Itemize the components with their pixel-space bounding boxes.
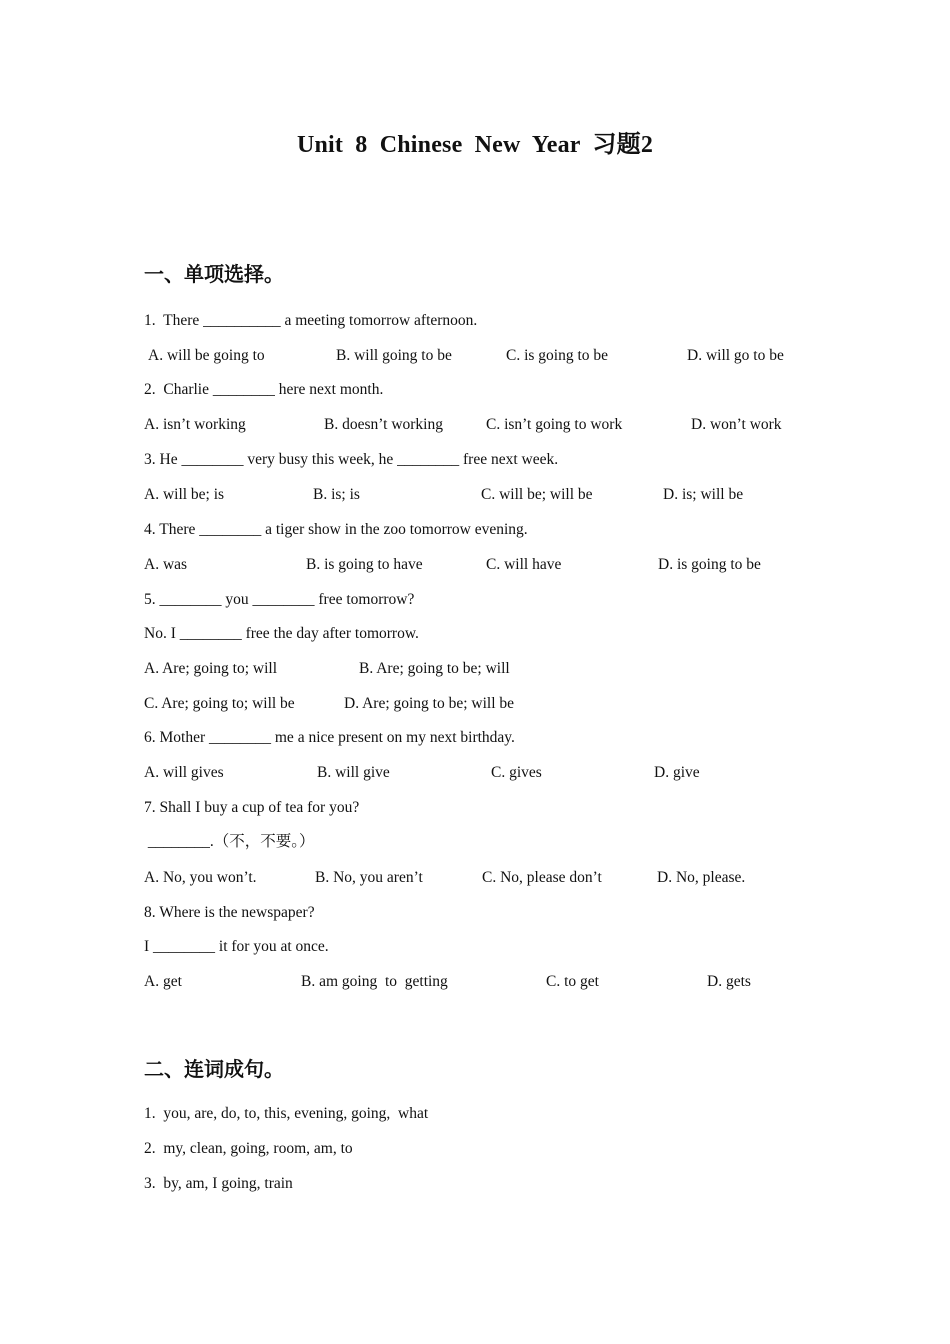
question-7-stem-response: ________.（不，不要。） — [144, 833, 315, 850]
question-7-option-b: B. No, you aren’t — [315, 869, 423, 886]
question-6-option-c: C. gives — [491, 764, 542, 781]
question-1-option-d: D. will go to be — [687, 347, 784, 364]
question-6-stem: 6. Mother ________ me a nice present on my next birthday. — [144, 729, 515, 746]
question-2-stem: 2. Charlie ________ here next month. — [144, 381, 384, 398]
question-2-option-a: A. isn’t working — [144, 416, 246, 433]
question-4-option-a: A. was — [144, 556, 188, 573]
question-2-option-d: D. won’t work — [691, 416, 782, 433]
question-3-option-a: A. will be; is — [144, 486, 225, 503]
sentence-item-1: 1. you, are, do, to, this, evening, going, what — [144, 1105, 429, 1122]
question-6-option-a: A. will gives — [144, 764, 224, 781]
document-title: Unit 8 Chinese New Year 习题2 — [296, 132, 654, 158]
question-7-option-a: A. No, you won’t. — [144, 869, 257, 886]
question-4-option-d: D. is going to be — [658, 556, 761, 573]
question-5-option-c: C. Are; going to; will be — [144, 695, 295, 712]
question-2-option-c: C. isn’t going to work — [486, 416, 623, 433]
question-3-stem: 3. He ________ very busy this week, he ________ free next week. — [144, 451, 559, 468]
question-4-option-b: B. is going to have — [306, 556, 423, 573]
question-8-stem: 8. Where is the newspaper? — [144, 904, 315, 921]
question-8-option-d: D. gets — [707, 973, 751, 990]
question-8-option-b: B. am going to getting — [301, 973, 448, 990]
question-1-option-c: C. is going to be — [506, 347, 609, 364]
question-1-option-a: A. will be going to — [148, 347, 265, 364]
question-3-option-b: B. is; is — [313, 486, 360, 503]
question-4-option-c: C. will have — [486, 556, 562, 573]
question-3-option-d: D. is; will be — [663, 486, 744, 503]
section-2-heading: 二、连词成句。 — [144, 1057, 284, 1081]
question-8-option-a: A. get — [144, 973, 182, 990]
sentence-item-2: 2. my, clean, going, room, am, to — [144, 1140, 353, 1157]
sentence-item-3: 3. by, am, I going, train — [144, 1175, 293, 1192]
question-7-stem: 7. Shall I buy a cup of tea for you? — [144, 799, 360, 816]
question-2-option-b: B. doesn’t working — [324, 416, 443, 433]
question-4-stem: 4. There ________ a tiger show in the zoo tomorrow evening. — [144, 521, 528, 538]
question-5-option-b: B. Are; going to be; will — [359, 660, 510, 677]
question-6-option-d: D. give — [654, 764, 700, 781]
question-8-stem-response: I ________ it for you at once. — [144, 938, 329, 955]
question-6-option-b: B. will give — [317, 764, 390, 781]
question-1-stem: 1. There __________ a meeting tomorrow afternoon. — [144, 312, 478, 329]
question-8-option-c: C. to get — [546, 973, 599, 990]
question-5-stem-response: No. I ________ free the day after tomorrow. — [144, 625, 419, 642]
question-5-option-d: D. Are; going to be; will be — [344, 695, 515, 712]
section-1-heading: 一、单项选择。 — [144, 262, 284, 286]
question-5-option-a: A. Are; going to; will — [144, 660, 278, 677]
question-7-option-c: C. No, please don’t — [482, 869, 602, 886]
question-3-option-c: C. will be; will be — [481, 486, 593, 503]
question-7-option-d: D. No, please. — [657, 869, 746, 886]
question-1-option-b: B. will going to be — [336, 347, 452, 364]
question-5-stem: 5. ________ you ________ free tomorrow? — [144, 591, 415, 608]
